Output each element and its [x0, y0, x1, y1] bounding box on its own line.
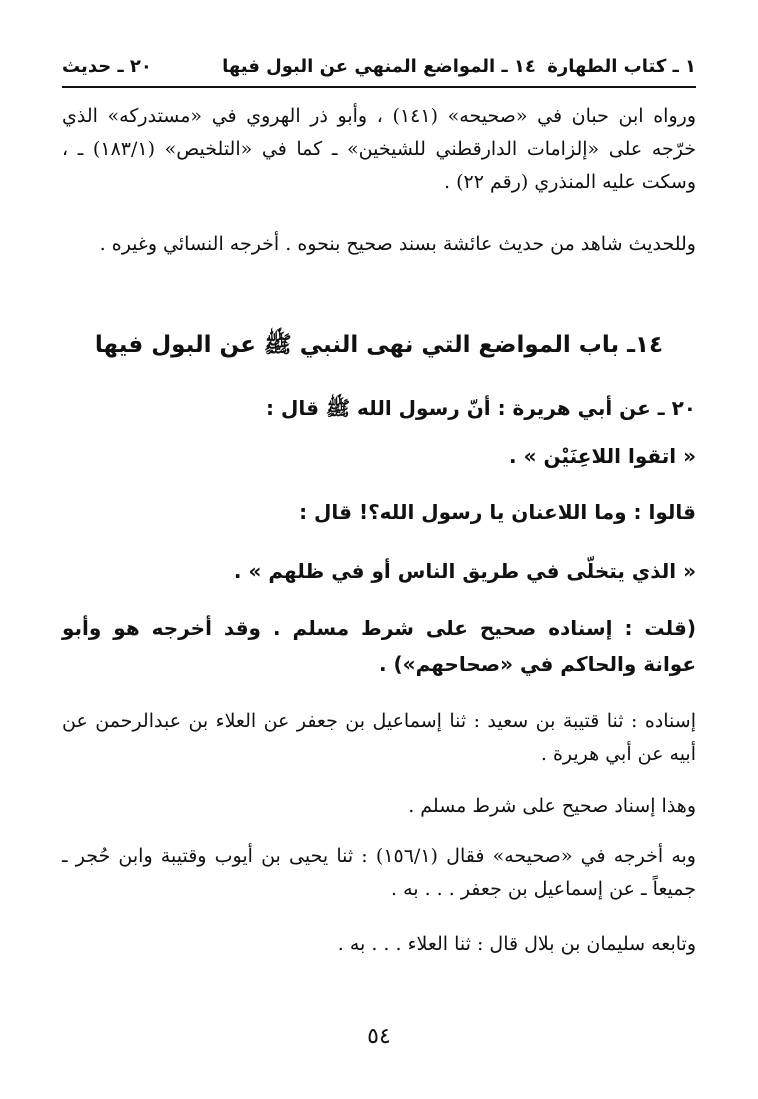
hadith-question: قالوا : وما اللاعنان يا رسول الله؟! قال :	[299, 500, 696, 524]
hadith-text-1: « اتقوا اللاعِنَيْن » .	[509, 444, 696, 468]
paragraph-shahid: وللحديث شاهد من حديث عائشة بسند صحيح بنحوه . أخرجه النسائي وغيره .	[99, 233, 696, 255]
paragraph-takhrij: وبه أخرجه في «صحيحه» فقال (١٥٦/١) : ثنا يحيى بن أيوب وقتيبة وابن حُجر ـ جميعاً ـ عن إسماعيل بن جعفر . . . به .	[62, 845, 696, 900]
hadith-text-2: « الذي يتخلّى في طريق الناس أو في ظلهم » .	[233, 559, 696, 583]
paragraph-sahih: وهذا إسناد صحيح على شرط مسلم .	[408, 795, 696, 817]
header-hadith-number: ٢٠ ـ حديث	[62, 55, 152, 77]
hadith-intro: ٢٠ ـ عن أبي هريرة : أنّ رسول الله ﷺ قال :	[266, 396, 696, 420]
paragraph-isnad: إسناده : ثنا قتيبة بن سعيد : ثنا إسماعيل بن جعفر عن العلاء بن عبدالرحمن عن أبيه عن أبي هريرة .	[62, 710, 696, 765]
running-header	[62, 50, 696, 82]
page-number: ٥٤	[367, 1024, 391, 1049]
chapter-heading: ١٤ـ باب المواضع التي نهى النبي ﷺ عن البول فيها	[94, 332, 664, 358]
header-chapter: ١ ـ كتاب الطهارة	[547, 55, 696, 77]
header-rule	[62, 86, 696, 88]
paragraph-ibn-hibban: ورواه ابن حبان في «صحيحه» (١٤١) ، وأبو ذر الهروي في «مستدركه» الذي خرّجه على «إلزامات الدارقطني للشيخين» ـ كما في «التلخيص» (١٨٣/١) ـ ، وسكت عليه المنذري (رقم ٢٢) .	[62, 105, 696, 193]
paragraph-mutabaa: وتابعه سليمان بن بلال قال : ثنا العلاء . . . به .	[337, 933, 696, 955]
header-section: ١٤ ـ المواضع المنهي عن البول فيها	[222, 55, 536, 77]
author-note: (قلت : إسناده صحيح على شرط مسلم . وقد أخرجه هو وأبو عوانة والحاكم في «صحاحهم») .	[62, 616, 696, 676]
